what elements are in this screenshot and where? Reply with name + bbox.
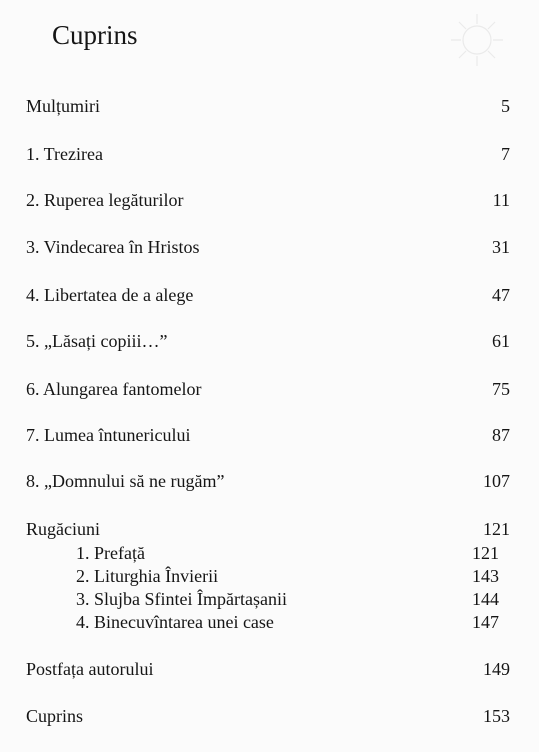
toc-entry-page: 144 <box>472 589 499 609</box>
toc-entry-chapter-7 <box>26 424 510 446</box>
toc-entry-label: 3. Slujba Sfintei Împărtașanii <box>76 589 287 609</box>
toc-entry-label: Mulțumiri <box>26 96 101 116</box>
toc-subentry-4 <box>76 611 499 633</box>
toc-entry-chapter-3 <box>26 236 510 258</box>
toc-entry-label: 4. Libertatea de a alege <box>26 285 194 305</box>
toc-entry-page: 149 <box>483 659 510 679</box>
toc-entry-label: 2. Ruperea legăturilor <box>26 190 184 210</box>
toc-entry-chapter-4 <box>26 284 510 306</box>
toc-entry-page: 121 <box>472 543 499 563</box>
toc-entry-page: 107 <box>483 471 510 491</box>
toc-entry-chapter-6 <box>26 378 510 400</box>
toc-entry-label: 8. „Domnului să ne rugăm” <box>26 471 225 491</box>
toc-entry-chapter-1 <box>26 143 510 165</box>
toc-entry-label: 7. Lumea întunericului <box>26 425 191 445</box>
toc-entry-chapter-2 <box>26 189 510 211</box>
toc-entry-postfata <box>26 658 510 680</box>
toc-entry-label: Postfața autorului <box>26 659 154 679</box>
toc-entry-page: 153 <box>483 706 510 726</box>
toc-entry-label: 1. Prefață <box>76 543 145 563</box>
toc-entry-page: 11 <box>492 190 510 210</box>
toc-entry-multumiri <box>26 95 510 117</box>
toc-entry-page: 61 <box>492 331 510 351</box>
toc-entry-page: 75 <box>492 379 510 399</box>
toc-entry-label: 1. Trezirea <box>26 144 103 164</box>
toc-entry-label: 4. Binecuvîntarea unei case <box>76 612 274 632</box>
toc-entry-chapter-8 <box>26 470 510 492</box>
toc-entry-label: 2. Liturghia Învierii <box>76 566 219 586</box>
toc-entry-page: 121 <box>483 519 510 539</box>
toc-entry-page: 47 <box>492 285 510 305</box>
toc-entry-page: 31 <box>492 237 510 257</box>
toc-entry-label: Rugăciuni <box>26 519 100 539</box>
toc-entry-rugaciuni <box>26 518 510 540</box>
toc-subentry-1 <box>76 542 499 564</box>
toc-entry-chapter-5 <box>26 330 510 352</box>
toc-entry-page: 87 <box>492 425 510 445</box>
toc-entry-page: 7 <box>501 144 510 164</box>
toc-entry-page: 5 <box>501 96 510 116</box>
toc-subentry-3 <box>76 588 499 610</box>
toc-entry-label: 6. Alungarea fantomelor <box>26 379 202 399</box>
toc-subentry-2 <box>76 565 499 587</box>
toc-entry-label: 3. Vindecarea în Hristos <box>26 237 200 257</box>
toc-entry-page: 147 <box>472 612 499 632</box>
toc-entry-label: 5. „Lăsați copiii…” <box>26 331 168 351</box>
toc-entry-page: 143 <box>472 566 499 586</box>
page-title: Cuprins <box>52 20 138 50</box>
toc-entry-cuprins <box>26 705 510 727</box>
toc-entry-label: Cuprins <box>26 706 84 726</box>
